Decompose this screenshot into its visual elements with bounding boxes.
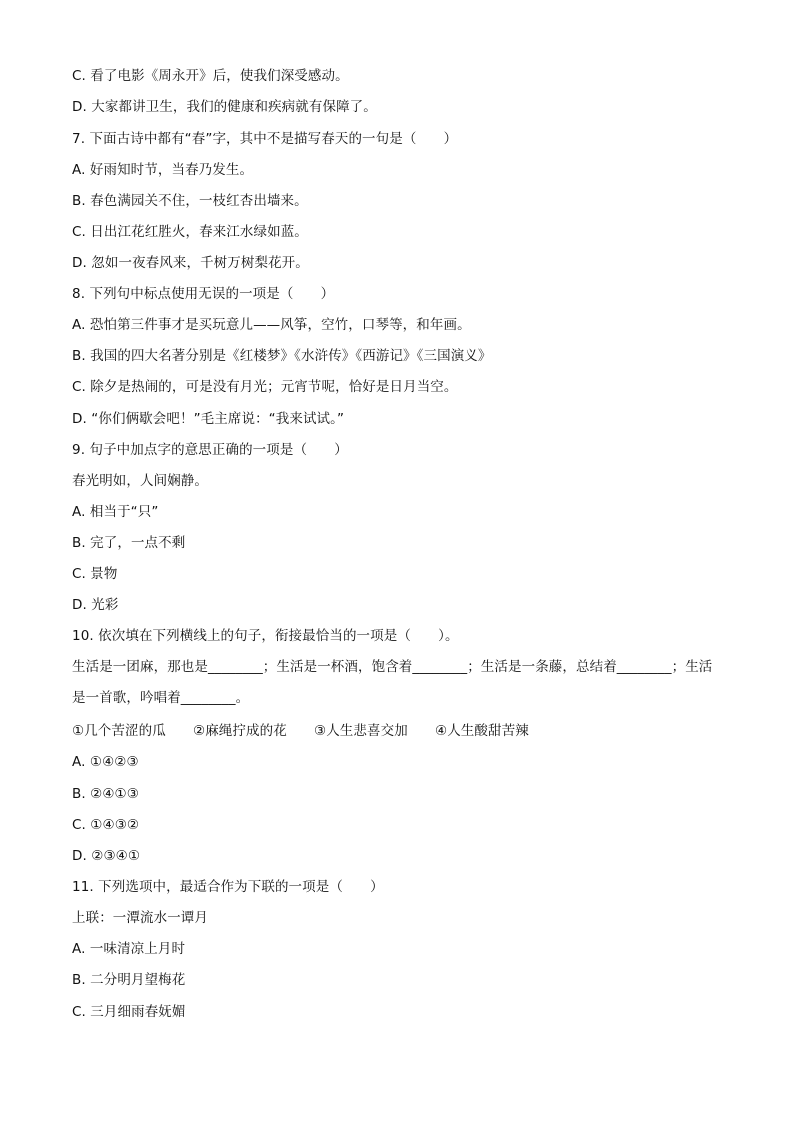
question-10-passage: 生活是一团麻，那也是________；生活是一杯酒，饱含着________；生活是一条藤，总结着________；生活是一首歌，吟唱着________。 bbox=[72, 659, 713, 706]
question-11-upper-couplet: 上联：一潭流水一谭月 bbox=[72, 910, 208, 926]
question-9: 9. 句子中加点字的意思正确的一项是（ ） bbox=[72, 442, 348, 458]
question-11: 11. 下列选项中，最适合作为下联的一项是（ ） bbox=[72, 879, 384, 895]
option-a-q9: A. 相当于“只” bbox=[72, 504, 159, 520]
option-c-q8: C. 除夕是热闹的，可是没有月光；元宵节呢，恰好是日月当空。 bbox=[72, 379, 458, 395]
option-b-q10: B. ②④①③ bbox=[72, 786, 139, 802]
question-7: 7. 下面古诗中都有“春”字，其中不是描写春天的一句是（ ） bbox=[72, 131, 458, 147]
option-a-q10: A. ①④②③ bbox=[72, 754, 139, 770]
option-c-q10: C. ①④③② bbox=[72, 817, 140, 833]
option-a-q11: A. 一味清凉上月时 bbox=[72, 941, 186, 957]
question-8: 8. 下列句中标点使用无误的一项是（ ） bbox=[72, 286, 335, 302]
option-b-q9: B. 完了，一点不剩 bbox=[72, 535, 186, 551]
question-9-sentence: 春光明如，人间娴静。 bbox=[72, 473, 208, 489]
option-a-q7: A. 好雨知时节，当春乃发生。 bbox=[72, 162, 254, 178]
question-10-choices: ①几个苦涩的瓜 ②麻绳拧成的花 ③人生悲喜交加 ④人生酸甜苦辣 bbox=[72, 723, 529, 739]
option-c-q11: C. 三月细雨春妩媚 bbox=[72, 1004, 186, 1020]
option-d-q7: D. 忽如一夜春风来，千树万树梨花开。 bbox=[72, 255, 309, 271]
option-d-q8: D. “你们俩歇会吧！”毛主席说：“我来试试。” bbox=[72, 411, 345, 427]
option-b-q8: B. 我国的四大名著分别是《红楼梦》《水浒传》《西游记》《三国演义》 bbox=[72, 348, 492, 364]
option-c-q7: C. 日出江花红胜火，春来江水绿如蓝。 bbox=[72, 224, 308, 240]
option-b-q7: B. 春色满园关不住，一枝红杏出墙来。 bbox=[72, 193, 308, 209]
option-d-q10: D. ②③④① bbox=[72, 848, 141, 864]
option-c-q9: C. 景物 bbox=[72, 566, 118, 582]
option-c-q6: C. 看了电影《周永开》后，使我们深受感动。 bbox=[72, 68, 349, 84]
question-10: 10. 依次填在下列横线上的句子，衔接最恰当的一项是（ ）。 bbox=[72, 628, 459, 644]
option-b-q11: B. 二分明月望梅花 bbox=[72, 972, 186, 988]
option-a-q8: A. 恐怕第三件事才是买玩意儿——风筝，空竹，口琴等，和年画。 bbox=[72, 317, 471, 333]
option-d-q9: D. 光彩 bbox=[72, 597, 119, 613]
option-d-q6: D. 大家都讲卫生，我们的健康和疾病就有保障了。 bbox=[72, 99, 377, 115]
